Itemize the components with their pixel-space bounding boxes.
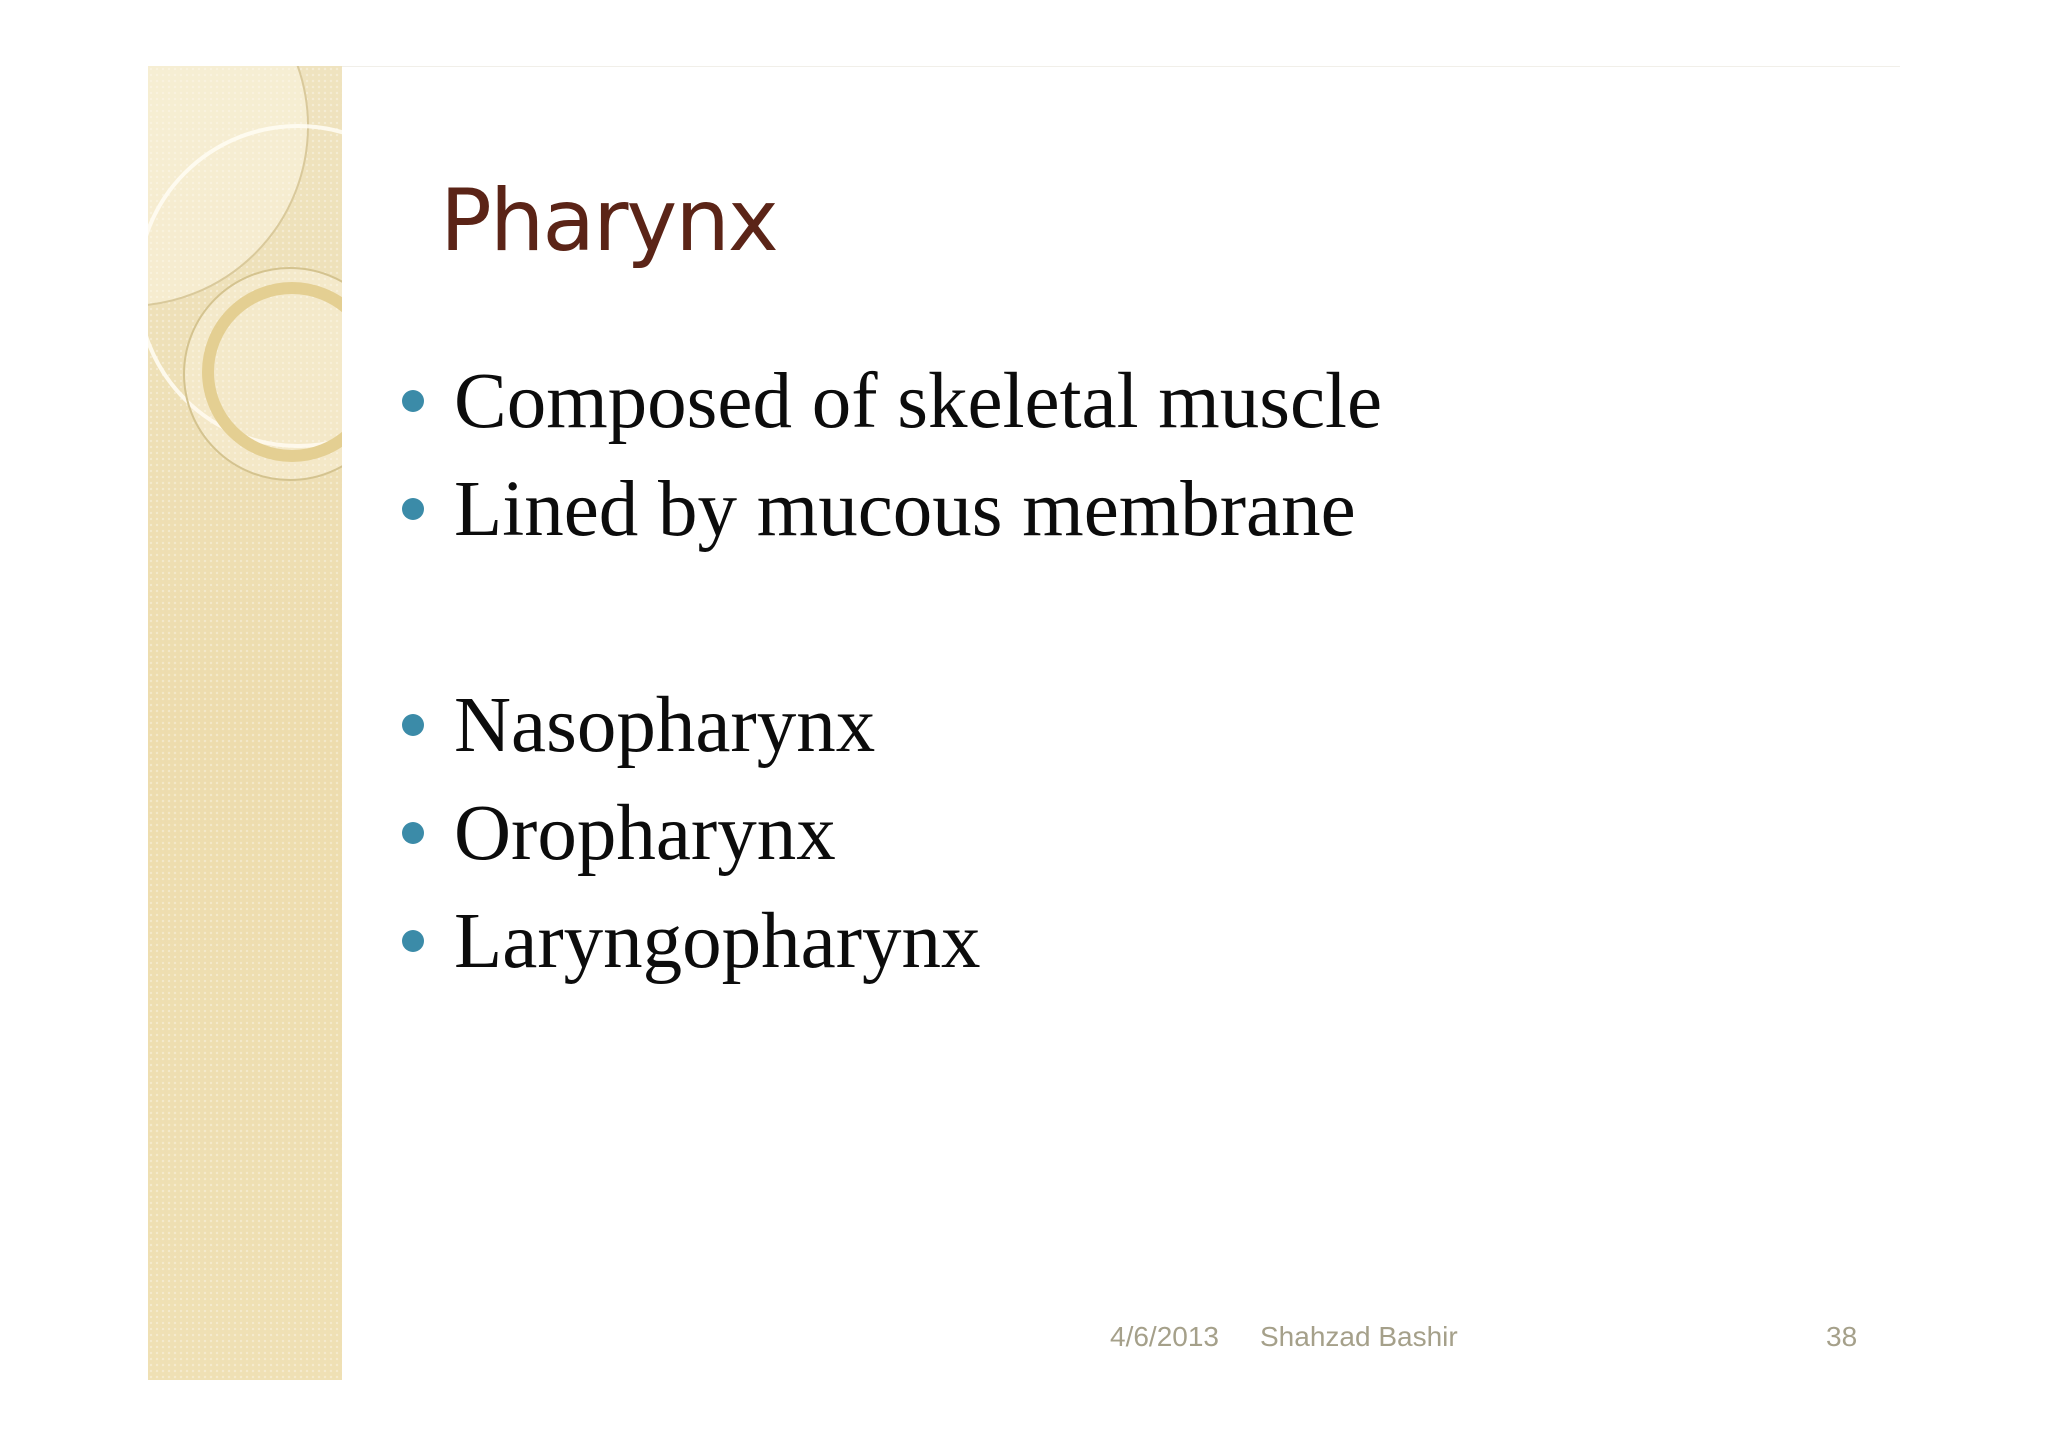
decorative-side-strip: [148, 66, 342, 1380]
bullet-item: [402, 788, 836, 878]
bullet-dot-icon: [402, 390, 424, 412]
bullet-text: Composed of skeletal muscle: [454, 357, 1383, 445]
slide-title: Pharynx: [440, 171, 777, 271]
top-divider: [148, 66, 1900, 67]
footer-page-number: 38: [1826, 1321, 1858, 1352]
bullet-text: Lined by mucous membrane: [454, 465, 1356, 553]
footer-author: Shahzad Bashir: [1260, 1321, 1458, 1352]
bullet-item: [402, 680, 875, 770]
decorative-circles-icon: [148, 66, 342, 486]
bullet-item: [402, 464, 1356, 554]
bullet-dot-icon: [402, 498, 424, 520]
bullet-dot-icon: [402, 822, 424, 844]
footer-date: 4/6/2013: [1110, 1321, 1219, 1352]
bullet-text: Oropharynx: [454, 789, 836, 877]
bullet-item: [402, 896, 981, 986]
bullet-text: Laryngopharynx: [454, 897, 981, 985]
bullet-dot-icon: [402, 930, 424, 952]
bullet-text: Nasopharynx: [454, 681, 876, 769]
bullet-dot-icon: [402, 714, 424, 736]
bullet-item: [402, 356, 1382, 446]
